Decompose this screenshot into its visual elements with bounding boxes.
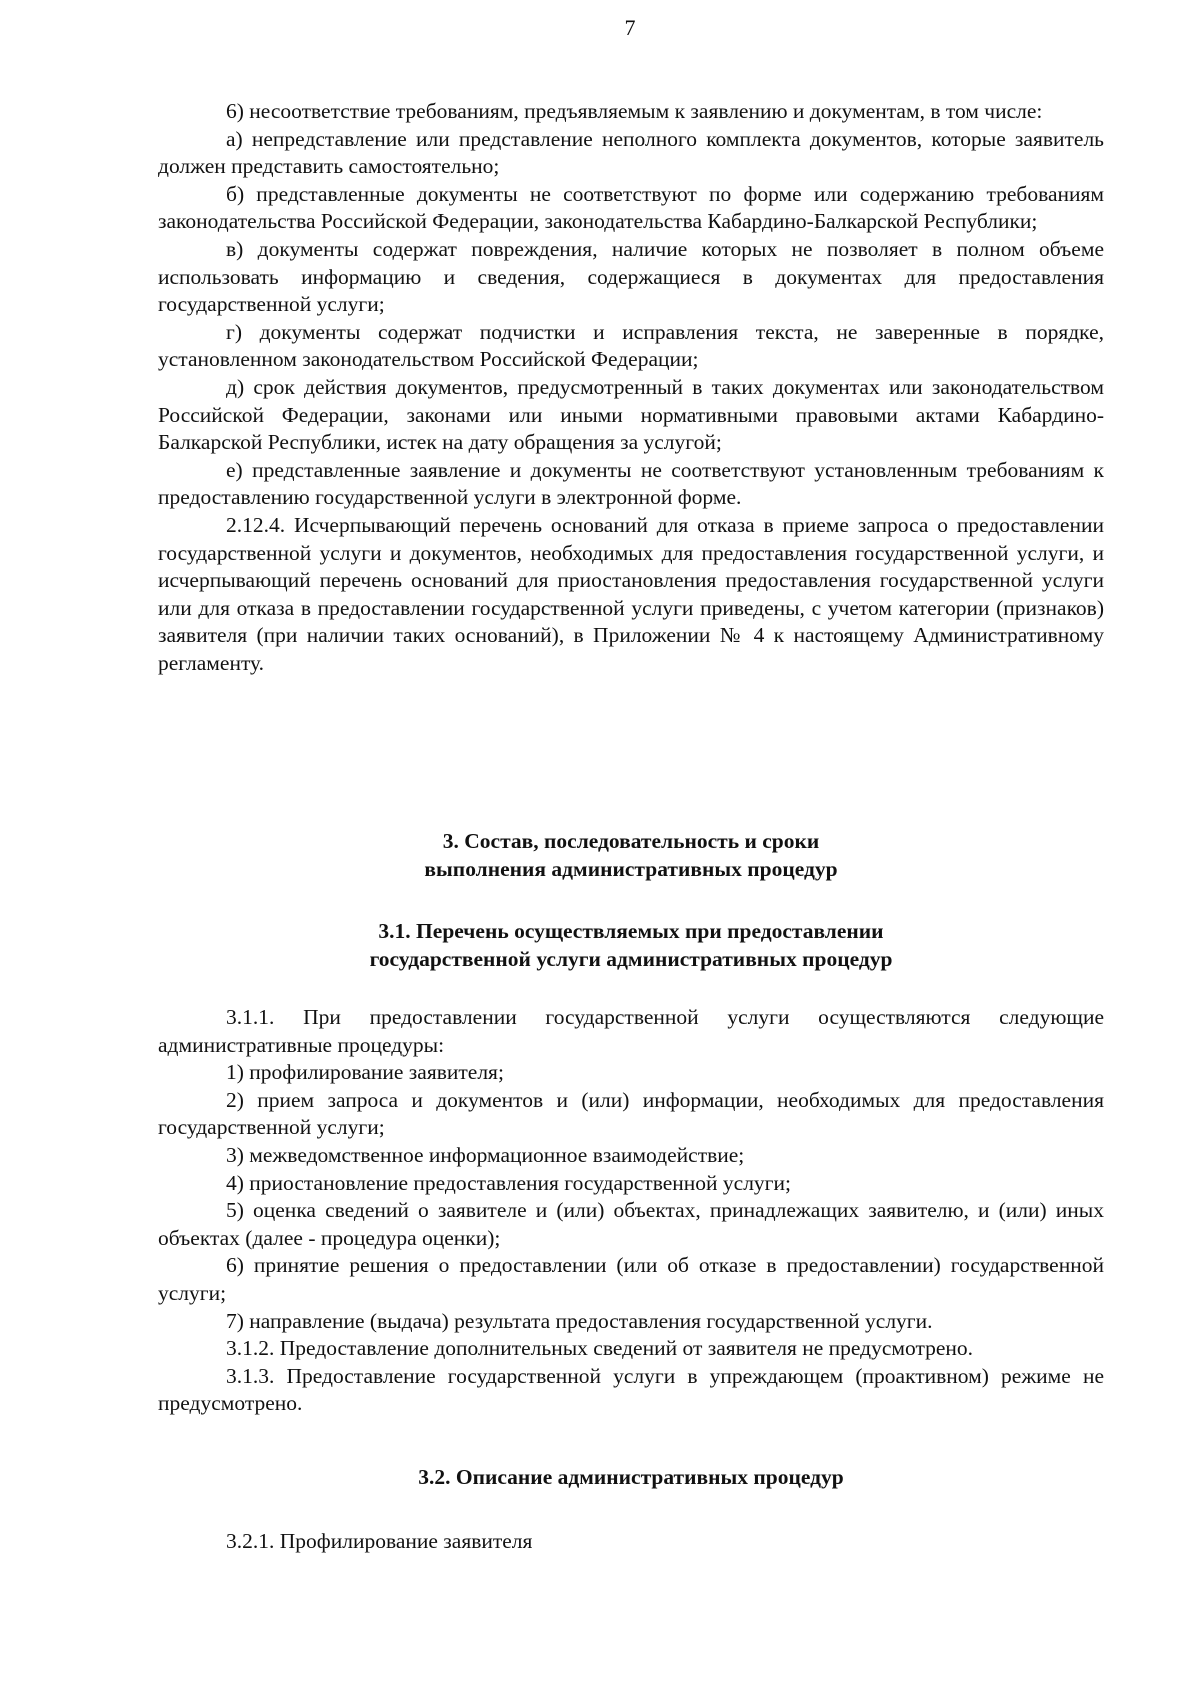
procedure-item-2: 2) прием запроса и документов и (или) информации, необходимых для предоставления государственной услуги; xyxy=(158,1087,1104,1140)
paragraph-2-12-4: 2.12.4. Исчерпывающий перечень оснований для отказа в приеме запроса о предоставлении государственной услуги и документов, необходимых для предоставления государственной услуги, и исчерпывающий перечень оснований для приостановления предоставления государственной услуги или для отказа в предоставлении государственной услуги приведены, с учетом категории (признаков) заявителя (при наличии таких оснований), в Приложении № 4 к настоящему Административному регламенту. xyxy=(158,512,1104,675)
procedure-item-5: 5) оценка сведений о заявителе и (или) объектах, принадлежащих заявителю, и (или) иных объектах (далее - процедура оценки); xyxy=(158,1198,1104,1250)
procedure-item-4: 4) приостановление предоставления государственной услуги; xyxy=(226,1170,791,1195)
procedure-item-6: 6) принятие решения о предоставлении (или об отказе в предоставлении) государственной услуги; xyxy=(158,1253,1104,1305)
section-heading-3-1-line1: 3.1. Перечень осуществляемых при предоставлении xyxy=(378,919,884,943)
paragraph-3-1-3: 3.1.3. Предоставление государственной услуги в упреждающем (проактивном) режиме не предусмотрено. xyxy=(158,1363,1104,1416)
paragraph-subitem-a: а) непредставление или представление неполного комплекта документов, которые заявитель должен представить самостоятельно; xyxy=(158,126,1104,179)
paragraph-3-1-2: 3.1.2. Предоставление дополнительных сведений от заявителя не предусмотрено. xyxy=(226,1336,974,1361)
section-heading-3-2: 3.2. Описание административных процедур xyxy=(418,1465,844,1489)
paragraph-item-6: 6) несоответствие требованиям, предъявляемым к заявлению и документам, в том числе: xyxy=(226,99,1043,123)
procedures-list xyxy=(158,1004,1104,1418)
section-heading-3-1-line2: государственной услуги административных процедур xyxy=(369,946,893,971)
paragraph-subitem-g: г) документы содержат подчистки и исправления текста, не заверенные в порядке, установленном законодательством Российской Федерации; xyxy=(158,319,1104,372)
paragraph-subitem-d: д) срок действия документов, предусмотренный в таких документах или законодательством Российской Федерации, законами или иными нормативными правовыми актами Кабардино-Балкарской Республики, истек на дату обращения за услугой; xyxy=(158,374,1104,455)
paragraph-3-2-1: 3.2.1. Профилирование заявителя xyxy=(226,1529,533,1553)
paragraph-subitem-e: е) представленные заявление и документы не соответствуют установленным требованиям к предоставлению государственной услуги в электронной форме. xyxy=(158,457,1104,510)
section-heading-3-line2: выполнения административных процедур xyxy=(424,856,838,881)
grounds-list xyxy=(158,98,1104,677)
page-number: 7 xyxy=(624,15,636,40)
procedure-item-7: 7) направление (выдача) результата предоставления государственной услуги. xyxy=(226,1308,933,1333)
paragraph-subitem-b: б) представленные документы не соответствуют по форме или содержанию требованиям законодательства Российской Федерации, законодательства Кабардино-Балкарской Республики; xyxy=(158,181,1104,234)
section-heading-3 xyxy=(158,828,1104,883)
paragraph-3-1-1: 3.1.1. При предоставлении государственной услуги осуществляются следующие административные процедуры: xyxy=(158,1005,1104,1057)
procedure-item-3: 3) межведомственное информационное взаимодействие; xyxy=(226,1142,745,1167)
paragraph-subitem-v: в) документы содержат повреждения, наличие которых не позволяет в полном объеме использовать информацию и сведения, содержащиеся в документах для предоставления государственной услуги; xyxy=(158,236,1104,317)
section-heading-3-1 xyxy=(158,918,1104,973)
procedure-item-1: 1) профилирование заявителя; xyxy=(226,1060,504,1085)
section-heading-3-line1: 3. Состав, последовательность и сроки xyxy=(442,829,820,853)
